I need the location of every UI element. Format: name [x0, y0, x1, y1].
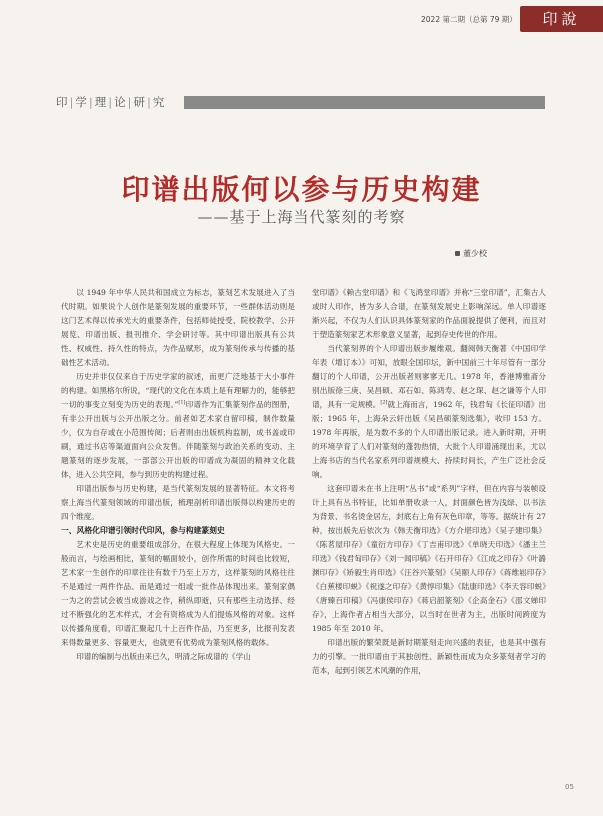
- section-badge: 印說: [520, 6, 603, 32]
- paragraph: 堂印谱》《赖古堂印谱》和《飞鸿堂印谱》并称“三堂印谱”，汇集古人或时人印作，皆为多人合谱，在篆刻发展史上影响深远。单人印谱逐渐兴起，不仅为人们认识具体篆刻家的作品面貌提供了便利，而且对于塑造篆刻家艺术形象意义显著，起到存史传世的作用。: [312, 288, 546, 339]
- column-separator: |: [88, 95, 94, 109]
- paragraph-text: 就上海而言，1962 年，钱君匋《长征印谱》出版；1965 年，上海朵云轩出版《吴昌硕篆刻选集》，收印 153 方。1978 年再版，是为数不多的个人印谱出版记录。进入新时期，开明的环境孕育了人们对篆刻的蓬勃热情，大批个人印谱涌现出来，尤以上海书店的当代名家系列印谱规模大、持续时间长，产生广泛社会反响。: [312, 400, 546, 479]
- body-column-right: [312, 286, 546, 678]
- article-title: 印谱出版何以参与历史构建: [121, 173, 482, 206]
- column-band: [56, 95, 545, 109]
- column-char: 理: [94, 95, 108, 109]
- body-column-left: [61, 286, 295, 664]
- column-separator: |: [127, 95, 133, 109]
- paragraph: 艺术史是历史的重要组成部分，在很大程度上体现为风格史。一般而言，与绘画相比，篆刻的幅面较小，创作所需的时间也比较短，艺术家一生创作的印章往往有数千乃至上万方，这样篆刻的风格往往不是通过一两件作品、而是通过一组或一批作品体现出来。篆刻家偶一为之的尝试会被当成游戏之作，稍纵即逝，只有那些主动选择、经过不断强化的艺术样式，才会有资格成为人们提炼风格的对象。这样以传播角度看，印谱汇聚起几十上百件作品，乃至更多，比报刊发表来得数量更多、容量更大，也就更有优势成为篆刻风格的载体。: [61, 540, 295, 647]
- column-separator: |: [147, 95, 152, 109]
- paragraph: 这套印谱未在书上注明“丛书”或“系列”字样，但在内容与装帧设计上具有丛书特征，比如单册收录一人，封面颜色皆为浅绿、以书法为背景、书名烫金居左，封底右上角有灰色印章，等等。据统计有 27 种，按出版先后依次为《韩天衡印选》《方介堪印选》《吴子建印集》《陈茗屋印存》《童衍方印存》《丁吉甫印选》《单晓天印选》《潘主兰印选》《钱君匋印存》《刘一闻印稿》《石开印存》《江成之印存》《叶潞渊印存》《矫毅生肖印选》《汪谷兴篆刻》《吴颐人印存》《蒋维崧印存》《白蕉楼印蜕》《祝遂之印存》《黄惇印集》《陆康印选》《李天容印蜕》《唐臻百印稿》《冯康侯印存》《蒋启韶篆刻》《企高金石》《邵文娣印存》，上海作者占相当大部分，以当时在世者为主，出版时间跨度为 1985 年至 2010 年。: [312, 484, 546, 633]
- column-char: 印: [56, 95, 69, 109]
- paragraph-text: 历史并非仅仅来自于历史学家的叙述，而更广泛地基于大小事件的构建。如黑格尔所说，“现代的文化在本质上是有理解力的，能够把一切的事变立刻变为历史的表现。”: [61, 372, 295, 409]
- column-label: [56, 95, 169, 109]
- paragraph: [312, 342, 546, 482]
- paragraph: 印谱的编制与出版由来已久，明清之际成谱的《学山: [76, 652, 251, 661]
- column-char: 究: [152, 95, 166, 109]
- section-heading: 一、风格化印谱引领时代印风，参与构建篆刻史: [61, 526, 225, 535]
- column-separator: |: [69, 95, 75, 109]
- page-number: 05: [565, 783, 574, 791]
- column-char: 论: [114, 95, 127, 109]
- paragraph-text: 印谱作为汇集篆刻作品的图册，有非公开出版与公开出版之分。前者如艺术家自留印稿，制作数量少，仅为自存或在小范围传阅；后者则由出版机构监制，成书盖或印刷，通过书店等渠道面向公众发售。伴随篆刻与政治关系的变动、主题篆刻的逐步发展，一部部公开出版的印谱成为凝固的精神文化载体，进入公共空间，参与到历史的构建过程。: [61, 400, 295, 479]
- author-name: 董少校: [463, 249, 487, 258]
- paragraph: 以 1949 年中华人民共和国成立为标志，篆刻艺术发展进入了当代时期。如果说个人创作是篆刻发展的重要环节，一些群体活动则是这门艺术得以传承光大的重要条件，包括师徒授受、院校教学、公开展览、印谱出版、报刊推介、学会研讨等。其中印谱出版具有公共性、权威性、持久性的特点，为作品赋形，成为篆刻传承与传播的基础性艺术活动。: [61, 288, 295, 367]
- paragraph: 印谱出版参与历史构建，是当代篆刻发展的显著特征。本文将考察上海当代篆刻领域的印谱出版，梳理剖析印谱出版得以构建历史的四个维度。: [61, 484, 295, 521]
- column-separator: |: [108, 95, 114, 109]
- paragraph-text: 当代篆刻界的个人印谱出版步履维艰。翻阅韩天衡著《中国印学年表（增订本）》可知，放眼全国印坛，新中国前三十年尽管有一部分翻订的个人印谱，公开出版者则寥寥无几。1978 年，香港博雅斋分别出版徐三庚、吴昌硕、邓石如、陈鸿寿、赵之琛、赵之谦等个人印谱，具有一定规模。: [312, 344, 546, 409]
- column-char: 学: [75, 95, 88, 109]
- author-byline: [455, 248, 487, 259]
- column-rule-bar: [184, 96, 545, 109]
- author-marker-icon: [455, 251, 460, 256]
- footnote-ref[interactable]: [1]: [178, 399, 186, 406]
- footnote-ref[interactable]: [2]: [380, 399, 388, 406]
- paragraph: [61, 370, 295, 482]
- paragraph: 印谱出版的繁荣既是新时期篆刻走向兴盛的表征，也是其中强有力的引擎。一批印谱由于其独创性、新颖性而成为众多篆刻者学习的范本，起到引领艺术风潮的作用，: [312, 638, 546, 675]
- issue-label: 2022 第二期（总第 79 期）: [421, 15, 517, 24]
- article-subtitle: ——基于上海当代篆刻的考察: [197, 208, 406, 226]
- column-char: 研: [133, 95, 146, 109]
